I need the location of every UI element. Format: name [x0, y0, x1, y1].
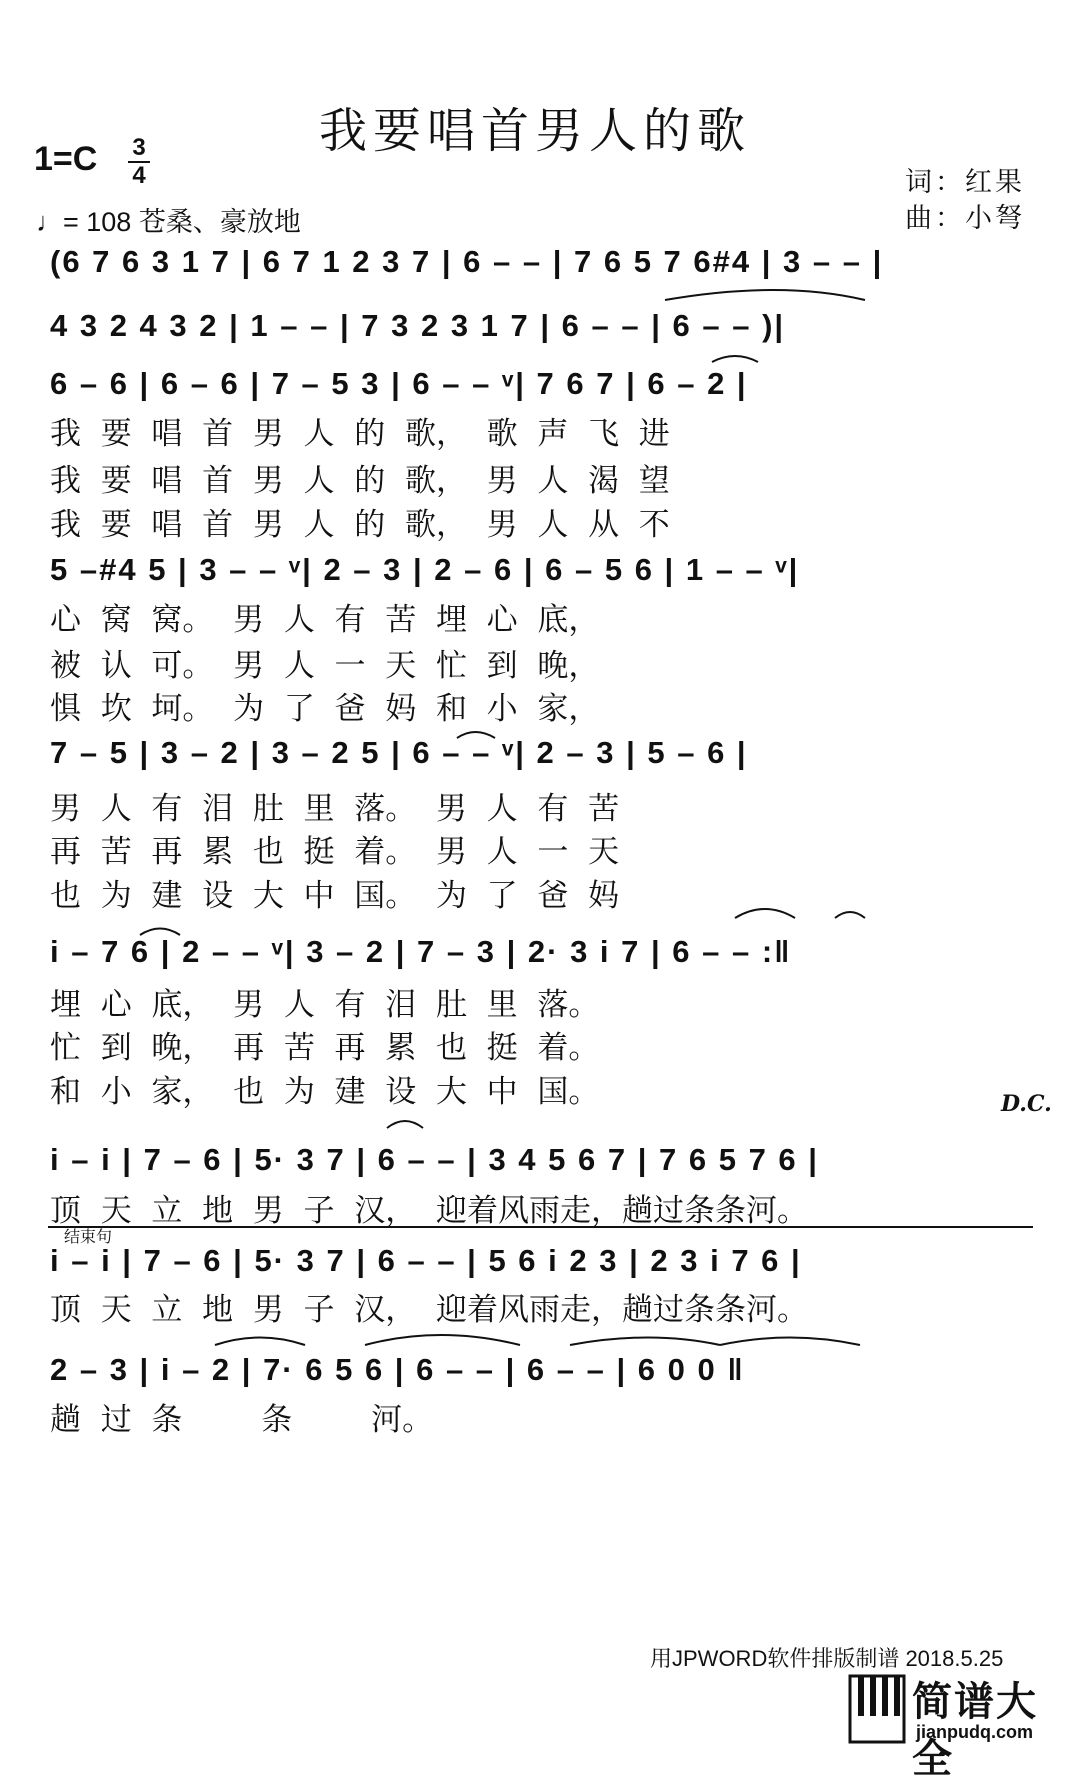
lyric-row-6-verse-2: 忙 到 晚， 再 苦 再 累 也 挺 着。 — [50, 1030, 600, 1066]
notation-row-3: 6 – 6 | 6 – 6 | 7 – 5 3 | 6 – – ᵛ| 7 6 7 | 6 – 2 | — [50, 366, 748, 401]
time-signature-bottom: 4 — [132, 162, 146, 189]
lyric-row-6-verse-1: 埋 心 底， 男 人 有 泪 肚 里 落。 — [50, 987, 600, 1023]
lyric-row-5-verse-2: 再 苦 再 累 也 挺 着。 男 人 一 天 — [50, 834, 620, 870]
tempo-marking: ♩= 108 苍桑、豪放地 — [36, 207, 301, 237]
ending-label: 结束句 — [64, 1227, 113, 1246]
lyric-row-5-verse-3: 也 为 建 设 大 中 国。 为 了 爸 妈 — [50, 878, 620, 914]
notation-row-4: 5 –#4 5 | 3 – – ᵛ| 2 – 3 | 2 – 6 | 6 – 5 6 | 1 – – ᵛ| — [50, 552, 800, 587]
lyric-row-4-verse-1: 心 窝 窝。 男 人 有 苦 埋 心 底， — [50, 602, 600, 638]
key-signature: 1=C — [34, 140, 98, 178]
lyric-row-8: 顶 天 立 地 男 子 汉， 迎着风雨走，趟过条条河。 — [50, 1292, 808, 1328]
logo-url: jianpudq.com — [916, 1722, 1033, 1742]
notation-row-5: 7 – 5 | 3 – 2 | 3 – 2 5 | 6 – – ᵛ| 2 – 3 | 5 – 6 | — [50, 735, 748, 770]
notation-row-8: i – i | 7 – 6 | 5· 3 7 | 6 – – | 5 6 i 2 3 | 2 3 i 7 6 | — [50, 1243, 802, 1278]
site-logo — [848, 1670, 1060, 1781]
notation-row-2: 4 3 2 4 3 2 | 1 – – | 7 3 2 3 1 7 | 6 – – | 6 – – )| — [50, 308, 786, 343]
lyric-row-4-verse-2: 被 认 可。 男 人 一 天 忙 到 晚， — [50, 648, 600, 684]
lyricist-credit: 词：红果 — [905, 167, 1025, 198]
notation-row-7: i – i | 7 – 6 | 5· 3 7 | 6 – – | 3 4 5 6 7 | 7 6 5 7 6 | — [50, 1142, 819, 1177]
notation-row-6: i – 7 6 | 2 – – ᵛ| 3 – 2 | 7 – 3 | 2· 3 i 7 | 6 – – :‖ — [50, 934, 792, 969]
lyric-row-9: 趟 过 条 条 河。 — [50, 1402, 434, 1438]
lyric-row-3-verse-1: 我 要 唱 首 男 人 的 歌， 歌 声 飞 进 — [50, 416, 670, 452]
logo-name: 简谱大全 — [912, 1680, 1038, 1781]
lyric-row-7: 顶 天 立 地 男 子 汉， 迎着风雨走，趟过条条河。 — [50, 1193, 808, 1229]
lyric-row-6-verse-3: 和 小 家， 也 为 建 设 大 中 国。 — [50, 1074, 600, 1110]
song-title: 我要唱首男人的歌 — [318, 103, 751, 159]
lyric-row-3-verse-2: 我 要 唱 首 男 人 的 歌， 男 人 渴 望 — [50, 463, 670, 499]
lyric-row-5-verse-1: 男 人 有 泪 肚 里 落。 男 人 有 苦 — [50, 791, 620, 827]
composer-credit: 曲：小弩 — [905, 203, 1025, 234]
notation-row-9: 2 – 3 | i – 2 | 7· 6 5 6 | 6 – – | 6 – – | 6 0 0 ‖ — [50, 1352, 745, 1387]
footer-credit: 用JPWORD软件排版制谱 2018.5.25 — [650, 1646, 1004, 1671]
da-capo-marking: D.C. — [1001, 1091, 1052, 1117]
notation-row-1: (6 7 6 3 1 7 | 6 7 1 2 3 7 | 6 – – | 7 6 5 7 6#4 | 3 – – | — [50, 244, 884, 279]
piano-keys-icon — [848, 1674, 906, 1744]
lyric-row-4-verse-3: 惧 坎 坷。 为 了 爸 妈 和 小 家， — [50, 691, 600, 727]
lyric-row-3-verse-3: 我 要 唱 首 男 人 的 歌， 男 人 从 不 — [50, 507, 670, 543]
time-signature-top: 3 — [132, 134, 146, 161]
